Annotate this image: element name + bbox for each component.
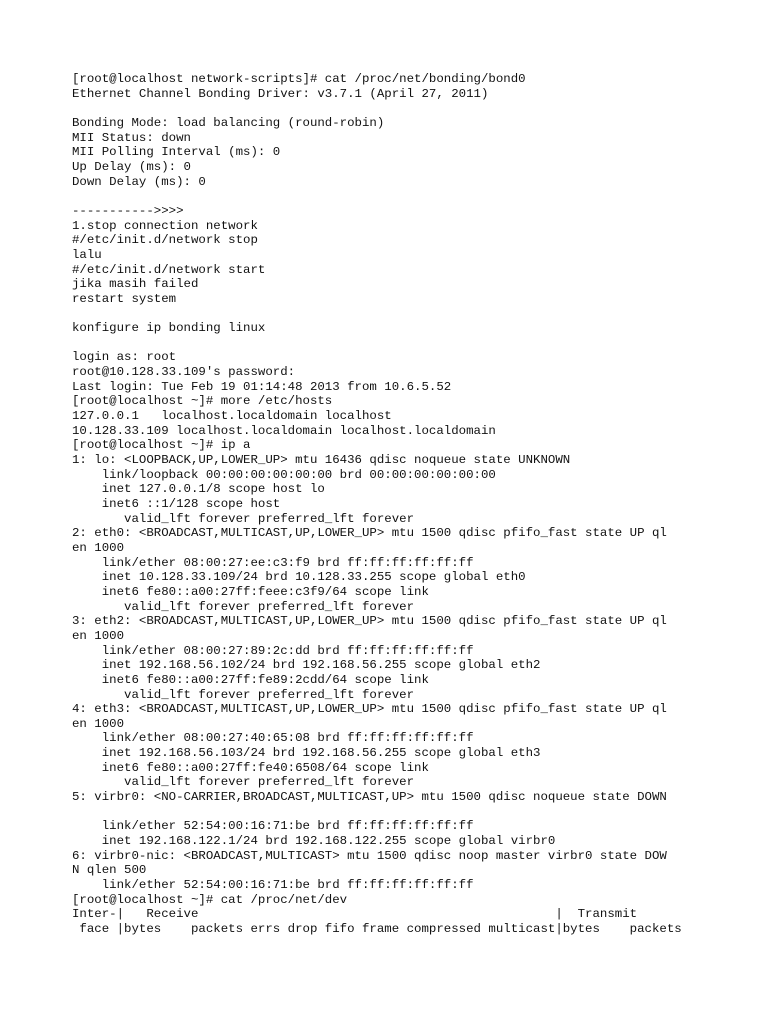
- text-line: Bonding Mode: load balancing (round-robin): [72, 115, 385, 130]
- text-line: restart system: [72, 291, 177, 306]
- text-line: 10.128.33.109 localhost.localdomain localhost.localdomain: [72, 423, 496, 438]
- text-line: inet 192.168.56.102/24 brd 192.168.56.255 scope global eth2: [72, 658, 541, 673]
- text-line: inet 10.128.33.109/24 brd 10.128.33.255 scope global eth0: [72, 570, 526, 585]
- text-line: ----------->>>>: [72, 203, 184, 218]
- text-line: link/ether 08:00:27:89:2c:dd brd ff:ff:ff:ff:ff:ff: [72, 643, 474, 658]
- text-line: [72, 306, 722, 321]
- text-line: link/ether 08:00:27:ee:c3:f9 brd ff:ff:ff:ff:ff:ff: [72, 555, 474, 570]
- text-line: [72, 189, 722, 204]
- text-line: link/loopback 00:00:00:00:00:00 brd 00:00:00:00:00:00: [72, 467, 496, 482]
- text-line: inet6 fe80::a00:27ff:fe40:6508/64 scope link: [72, 760, 429, 775]
- text-line: Last login: Tue Feb 19 01:14:48 2013 from 10.6.5.52: [72, 379, 452, 394]
- text-line: inet 192.168.122.1/24 brd 192.168.122.255 scope global virbr0: [72, 834, 556, 849]
- text-line: 1: lo: <LOOPBACK,UP,LOWER_UP> mtu 16436 qdisc noqueue state UNKNOWN: [72, 453, 571, 467]
- text-line: link/ether 52:54:00:16:71:be brd ff:ff:ff:ff:ff:ff: [72, 819, 474, 834]
- text-line: MII Status: down: [72, 130, 191, 145]
- text-line: MII Polling Interval (ms): 0: [72, 145, 281, 160]
- text-line: Inter-| Receive | Transmit: [72, 907, 638, 922]
- text-line: login as: root: [72, 350, 177, 365]
- text-line: 2: eth0: <BROADCAST,MULTICAST,UP,LOWER_UP> mtu 1500 qdisc pfifo_fast state UP ql: [72, 526, 667, 541]
- text-line: face |bytes packets errs drop fifo frame compressed multicast|bytes packets: [72, 921, 682, 936]
- text-line: Up Delay (ms): 0: [72, 159, 191, 174]
- text-line: root@10.128.33.109's password:: [72, 365, 296, 380]
- text-line: inet 192.168.56.103/24 brd 192.168.56.255 scope global eth3: [72, 746, 541, 761]
- text-line: 6: virbr0-nic: <BROADCAST,MULTICAST> mtu 1500 qdisc noop master virbr0 state DOW: [72, 848, 667, 863]
- text-line: 5: virbr0: <NO-CARRIER,BROADCAST,MULTICAST,UP> mtu 1500 qdisc noqueue state DOWN: [72, 790, 667, 805]
- text-line: link/ether 08:00:27:40:65:08 brd ff:ff:ff:ff:ff:ff: [72, 731, 474, 746]
- text-line: link/ether 52:54:00:16:71:be brd ff:ff:ff:ff:ff:ff: [72, 878, 474, 893]
- text-line: valid_lft forever preferred_lft forever: [72, 775, 415, 790]
- text-line: 3: eth2: <BROADCAST,MULTICAST,UP,LOWER_UP> mtu 1500 qdisc pfifo_fast state UP ql: [72, 614, 667, 629]
- text-line: [72, 101, 722, 116]
- text-line: Down Delay (ms): 0: [72, 174, 206, 189]
- text-line: 1.stop connection network: [72, 218, 258, 233]
- text-line: 4: eth3: <BROADCAST,MULTICAST,UP,LOWER_UP> mtu 1500 qdisc pfifo_fast state UP ql: [72, 702, 667, 717]
- text-line: #/etc/init.d/network stop: [72, 233, 258, 248]
- text-line: 127.0.0.1 localhost.localdomain localhost: [72, 409, 392, 424]
- text-line: [root@localhost ~]# more /etc/hosts: [72, 394, 333, 409]
- text-line: jika masih failed: [72, 277, 199, 292]
- text-line: inet 127.0.0.1/8 scope host lo: [72, 482, 325, 497]
- text-line: Ethernet Channel Bonding Driver: v3.7.1 (April 27, 2011): [72, 86, 489, 101]
- text-line: [root@localhost ~]# cat /proc/net/dev: [72, 892, 348, 907]
- text-line: valid_lft forever preferred_lft forever: [72, 599, 415, 614]
- text-line: [72, 805, 722, 820]
- text-line: inet6 ::1/128 scope host: [72, 496, 281, 511]
- text-line: en 1000: [72, 540, 125, 555]
- text-line: N qlen 500: [72, 863, 147, 878]
- text-line: inet6 fe80::a00:27ff:feee:c3f9/64 scope link: [72, 584, 429, 599]
- text-line: en 1000: [72, 716, 125, 731]
- text-line: #/etc/init.d/network start: [72, 262, 266, 277]
- text-line: konfigure ip bonding linux: [72, 321, 266, 336]
- text-line: [root@localhost network-scripts]# cat /proc/net/bonding/bond0: [72, 72, 526, 86]
- terminal-output: [72, 72, 722, 937]
- text-line: valid_lft forever preferred_lft forever: [72, 511, 415, 526]
- text-line: [root@localhost ~]# ip a: [72, 438, 251, 453]
- text-line: valid_lft forever preferred_lft forever: [72, 687, 415, 702]
- text-line: lalu: [72, 247, 102, 262]
- text-line: inet6 fe80::a00:27ff:fe89:2cdd/64 scope link: [72, 672, 429, 687]
- text-line: en 1000: [72, 628, 125, 643]
- text-line: [72, 336, 722, 351]
